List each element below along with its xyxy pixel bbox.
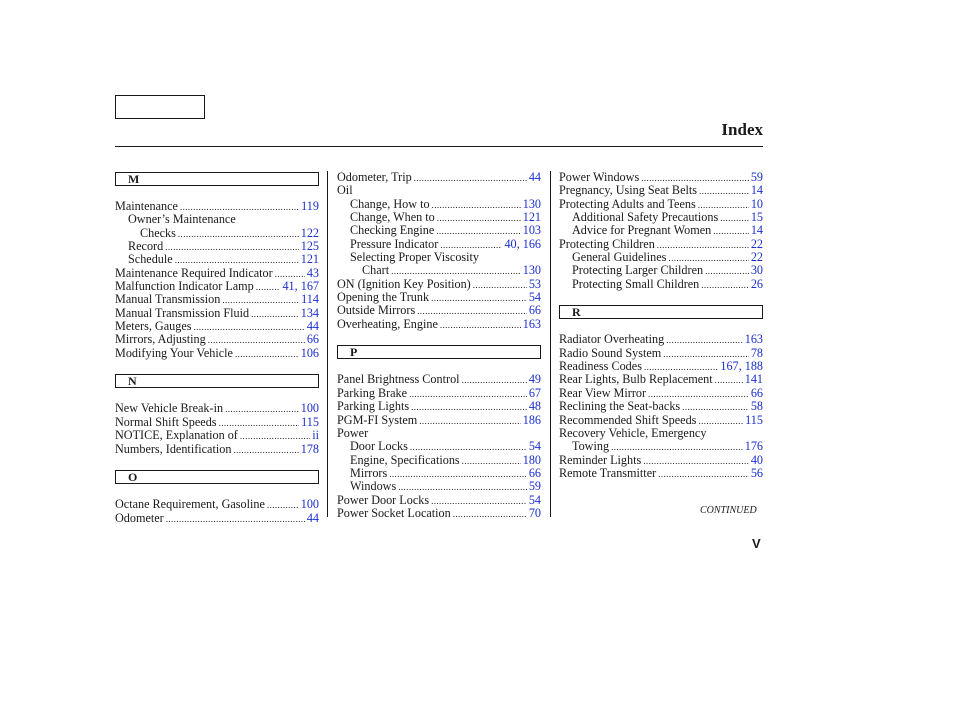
- entry-text: Power: [337, 425, 369, 440]
- leader-dots: [235, 348, 299, 361]
- page-reference-link[interactable]: 100: [300, 401, 319, 416]
- entry-text: NOTICE, Explanation of: [115, 428, 238, 443]
- index-entry: [559, 360, 763, 373]
- index-entry: [559, 414, 763, 427]
- index-entry: [115, 293, 319, 306]
- leader-dots: [473, 279, 527, 292]
- entry-text: Power Windows: [559, 170, 640, 184]
- index-entry: [559, 333, 763, 346]
- leader-dots: [240, 430, 310, 443]
- spacer: [337, 331, 541, 344]
- continued-note: CONTINUED: [700, 505, 757, 516]
- entry-text: Chart: [362, 263, 390, 278]
- index-entry: [115, 498, 319, 511]
- leader-dots: [267, 499, 299, 512]
- leader-dots: [715, 374, 743, 387]
- page-reference-link[interactable]: 53: [528, 276, 541, 291]
- page-reference-link[interactable]: 67: [528, 385, 541, 400]
- index-entry: [337, 198, 541, 211]
- leader-dots: [462, 374, 527, 387]
- entry-text: Normal Shift Speeds: [115, 414, 217, 429]
- entry-text: Remote Transmitter: [559, 465, 657, 480]
- page-reference-link[interactable]: 44: [528, 170, 541, 184]
- leader-dots: [233, 444, 298, 457]
- page-reference-link[interactable]: 40: [750, 452, 763, 467]
- leader-dots: [256, 281, 281, 294]
- leader-dots: [657, 239, 749, 252]
- index-entry: [115, 416, 319, 429]
- index-entry: [115, 200, 319, 213]
- page-reference-link[interactable]: 59: [750, 170, 763, 184]
- entry-text: Power Door Locks: [337, 492, 430, 507]
- spacer: [115, 456, 319, 469]
- page-reference-link[interactable]: 22: [750, 250, 763, 265]
- entry-text: Parking Lights: [337, 399, 410, 414]
- index-entry: [559, 171, 763, 184]
- page-reference-link[interactable]: 122: [300, 225, 319, 240]
- entry-text: Schedule: [128, 252, 173, 267]
- index-entry: [115, 402, 319, 415]
- column-divider: [327, 171, 328, 517]
- entry-text: Protecting Children: [559, 236, 655, 251]
- page-reference-link[interactable]: 40, 166: [504, 236, 541, 251]
- entry-text: Pregnancy, Using Seat Belts: [559, 183, 697, 198]
- entry-text: Pressure Indicator: [350, 236, 439, 251]
- page-reference-link[interactable]: 106: [300, 345, 319, 360]
- index-entry: [115, 333, 319, 346]
- index-entry: [337, 480, 541, 493]
- leader-dots: [666, 334, 742, 347]
- entry-text: Recovery Vehicle, Emergency: [559, 425, 707, 440]
- page-reference-link[interactable]: 44: [306, 319, 319, 334]
- index-entry: [559, 224, 763, 237]
- page-reference-link[interactable]: 44: [306, 510, 319, 525]
- entry-text: Protecting Larger Children: [572, 263, 704, 278]
- page-reference-link[interactable]: 56: [750, 465, 763, 480]
- index-entry: [115, 253, 319, 266]
- leader-dots: [699, 185, 749, 198]
- entry-text: Oil: [337, 183, 353, 198]
- page-reference-link[interactable]: 14: [750, 183, 763, 198]
- page-reference-link[interactable]: 121: [522, 210, 541, 225]
- column-divider: [550, 171, 551, 517]
- entry-text: Windows: [350, 479, 397, 494]
- index-entry: [559, 454, 763, 467]
- entry-text: Opening the Trunk: [337, 290, 430, 305]
- index-column-2: [337, 171, 541, 520]
- entry-text: Odometer, Trip: [337, 170, 412, 184]
- entry-text: PGM-FI System: [337, 412, 418, 427]
- index-entry: [115, 320, 319, 333]
- entry-text: New Vehicle Break-in: [115, 401, 224, 416]
- page-title: Index: [721, 120, 763, 139]
- page-reference-link[interactable]: 163: [522, 316, 541, 331]
- index-entry: [115, 213, 319, 226]
- index-entry: [559, 387, 763, 400]
- index-entry: [337, 454, 541, 467]
- entry-text: Manual Transmission: [115, 292, 221, 307]
- page-reference-link[interactable]: 66: [306, 332, 319, 347]
- entry-text: Recommended Shift Speeds: [559, 412, 697, 427]
- index-entry: [559, 400, 763, 413]
- page-reference-link[interactable]: 125: [300, 239, 319, 254]
- page-reference-link[interactable]: 66: [528, 465, 541, 480]
- leader-dots: [453, 508, 527, 521]
- entry-text: Record: [128, 239, 164, 254]
- leader-dots: [462, 455, 521, 468]
- page-reference-link[interactable]: 119: [301, 199, 319, 213]
- page-reference-link[interactable]: 186: [522, 412, 541, 427]
- entry-text: Protecting Small Children: [572, 276, 700, 291]
- leader-dots: [658, 468, 749, 481]
- entry-text: General Guidelines: [572, 250, 667, 265]
- index-entry: [559, 184, 763, 197]
- section-letter-header: N: [115, 374, 319, 388]
- page-reference-link[interactable]: 103: [522, 223, 541, 238]
- page-reference-link[interactable]: 163: [744, 332, 763, 347]
- entry-text: Mirrors: [350, 465, 388, 480]
- index-entry: [559, 373, 763, 386]
- leader-dots: [419, 415, 520, 428]
- entry-text: Door Locks: [350, 439, 408, 454]
- entry-text: Rear Lights, Bulb Replacement: [559, 372, 713, 387]
- entry-text: Radiator Overheating: [559, 332, 665, 347]
- index-entry: [115, 240, 319, 253]
- page-reference-link[interactable]: 114: [301, 292, 319, 307]
- entry-text: ON (Ignition Key Position): [337, 276, 471, 291]
- index-entry: [115, 280, 319, 293]
- index-entry: [337, 171, 541, 184]
- index-entry: [337, 494, 541, 507]
- entry-text: Meters, Gauges: [115, 319, 192, 334]
- index-entry: [115, 512, 319, 525]
- entry-text: Overheating, Engine: [337, 316, 438, 331]
- entry-text: Checks: [140, 225, 176, 240]
- page-reference-link[interactable]: 26: [750, 276, 763, 291]
- page-reference-link[interactable]: 14: [750, 223, 763, 238]
- leader-dots: [389, 468, 527, 481]
- page-reference-link[interactable]: 49: [528, 372, 541, 387]
- entry-text: Protecting Adults and Teens: [559, 196, 696, 211]
- page-reference-link[interactable]: ii: [312, 428, 319, 443]
- entry-text: Reclining the Seat-backs: [559, 399, 681, 414]
- index-entry: [559, 347, 763, 360]
- page-reference-link[interactable]: 167, 188: [720, 359, 763, 374]
- entry-text: Panel Brightness Control: [337, 372, 460, 387]
- section-tab-box: [115, 95, 205, 119]
- leader-dots: [414, 172, 527, 185]
- page-reference-link[interactable]: 130: [522, 263, 541, 278]
- index-entry: [559, 467, 763, 480]
- entry-text: Owner’s Maintenance: [128, 212, 236, 227]
- index-entry: [337, 414, 541, 427]
- page-reference-link[interactable]: 58: [750, 399, 763, 414]
- entry-text: Manual Transmission Fluid: [115, 305, 250, 320]
- entry-text: Malfunction Indicator Lamp: [115, 279, 254, 294]
- leader-dots: [166, 513, 305, 526]
- entry-text: Numbers, Identification: [115, 441, 232, 456]
- index-entry: [559, 440, 763, 453]
- index-entry: [337, 238, 541, 251]
- index-column-1: [115, 171, 319, 525]
- leader-dots: [720, 212, 749, 225]
- page-reference-link[interactable]: 121: [300, 252, 319, 267]
- page-reference-link[interactable]: 10: [750, 196, 763, 211]
- index-entry: [559, 427, 763, 440]
- entry-text: Rear View Mirror: [559, 385, 647, 400]
- index-entry: [337, 440, 541, 453]
- leader-dots: [713, 225, 749, 238]
- entry-text: Checking Engine: [350, 223, 435, 238]
- entry-text: Engine, Specifications: [350, 452, 460, 467]
- page-reference-link[interactable]: 48: [528, 399, 541, 414]
- index-entry: [337, 211, 541, 224]
- index-entry: [337, 400, 541, 413]
- index-entry: [115, 429, 319, 442]
- entry-text: Mirrors, Adjusting: [115, 332, 206, 347]
- entry-text: Parking Brake: [337, 385, 408, 400]
- entry-text: Advice for Pregnant Women: [572, 223, 712, 238]
- entry-text: Outside Mirrors: [337, 303, 416, 318]
- spacer: [115, 360, 319, 373]
- spacer: [559, 291, 763, 304]
- page-reference-link[interactable]: 78: [750, 345, 763, 360]
- index-entry: [559, 211, 763, 224]
- index-entry: [337, 387, 541, 400]
- page-reference-link[interactable]: 22: [750, 236, 763, 251]
- leader-dots: [701, 279, 749, 292]
- entry-text: Modifying Your Vehicle: [115, 345, 233, 360]
- page-reference-link[interactable]: 130: [522, 196, 541, 211]
- entry-text: Radio Sound System: [559, 345, 662, 360]
- entry-text: Odometer: [115, 510, 164, 525]
- entry-text: Selecting Proper Viscosity: [350, 250, 480, 265]
- entry-text: Towing: [572, 439, 610, 454]
- page-reference-link[interactable]: 43: [306, 265, 319, 280]
- entry-text: Change, How to: [350, 196, 430, 211]
- leader-dots: [225, 403, 299, 416]
- index-entry: [115, 227, 319, 240]
- index-entry: [337, 278, 541, 291]
- index-entry: [559, 251, 763, 264]
- index-entry: [115, 443, 319, 456]
- entry-text: Additional Safety Precautions: [572, 210, 719, 225]
- page-reference-link[interactable]: 59: [528, 479, 541, 494]
- leader-dots: [440, 319, 521, 332]
- entry-text: Octane Requirement, Gasoline: [115, 497, 265, 512]
- index-entry: [337, 291, 541, 304]
- index-entry: [115, 347, 319, 360]
- index-column-3: [559, 171, 763, 480]
- page-reference-link[interactable]: 178: [300, 441, 319, 456]
- index-entry: [559, 278, 763, 291]
- page-reference-link[interactable]: 70: [528, 505, 541, 520]
- entry-text: Readiness Codes: [559, 359, 642, 374]
- index-entry: [115, 267, 319, 280]
- section-letter-header: M: [115, 172, 319, 186]
- page-reference-link[interactable]: 30: [750, 263, 763, 278]
- page-reference-link[interactable]: 141: [744, 372, 763, 387]
- page-reference-link[interactable]: 66: [528, 303, 541, 318]
- entry-text: Power Socket Location: [337, 505, 451, 520]
- page-reference-link[interactable]: 41, 167: [282, 279, 319, 294]
- header-rule: [115, 146, 763, 147]
- leader-dots: [165, 241, 299, 254]
- leader-dots: [643, 455, 749, 468]
- page-reference-link[interactable]: 54: [528, 290, 541, 305]
- index-entry: [337, 251, 541, 264]
- section-letter-header: R: [559, 305, 763, 319]
- entry-text: Change, When to: [350, 210, 435, 225]
- section-letter-header: O: [115, 470, 319, 484]
- page-reference-link[interactable]: 180: [522, 452, 541, 467]
- index-entry: [559, 198, 763, 211]
- page-reference-link[interactable]: 15: [750, 210, 763, 225]
- leader-dots: [437, 212, 521, 225]
- page-reference-link[interactable]: 115: [745, 412, 763, 427]
- index-entry: [337, 224, 541, 237]
- leader-dots: [194, 321, 305, 334]
- page-reference-link[interactable]: 115: [301, 414, 319, 429]
- page-number: V: [752, 536, 761, 551]
- leader-dots: [409, 388, 527, 401]
- index-entry: [337, 264, 541, 277]
- leader-dots: [705, 265, 749, 278]
- page-reference-link[interactable]: 66: [750, 385, 763, 400]
- index-entry: [337, 184, 541, 197]
- entry-text: Maintenance Required Indicator: [115, 265, 273, 280]
- entry-text: Maintenance: [115, 199, 178, 213]
- index-entry: [115, 307, 319, 320]
- page-reference-link[interactable]: 54: [528, 439, 541, 454]
- index-entry: [337, 373, 541, 386]
- leader-dots: [432, 199, 521, 212]
- leader-dots: [431, 292, 527, 305]
- index-entry: [337, 507, 541, 520]
- leader-dots: [251, 308, 299, 321]
- leader-dots: [178, 228, 299, 241]
- page-reference-link[interactable]: 100: [300, 497, 319, 512]
- page-reference-link[interactable]: 134: [300, 305, 319, 320]
- index-entry: [337, 427, 541, 440]
- index-entry: [559, 264, 763, 277]
- index-entry: [559, 238, 763, 251]
- page-reference-link[interactable]: 54: [528, 492, 541, 507]
- page-reference-link[interactable]: 176: [744, 439, 763, 454]
- section-letter-header: P: [337, 345, 541, 359]
- index-entry: [337, 304, 541, 317]
- leader-dots: [411, 401, 527, 414]
- entry-text: Reminder Lights: [559, 452, 642, 467]
- index-entry: [337, 467, 541, 480]
- index-entry: [337, 318, 541, 331]
